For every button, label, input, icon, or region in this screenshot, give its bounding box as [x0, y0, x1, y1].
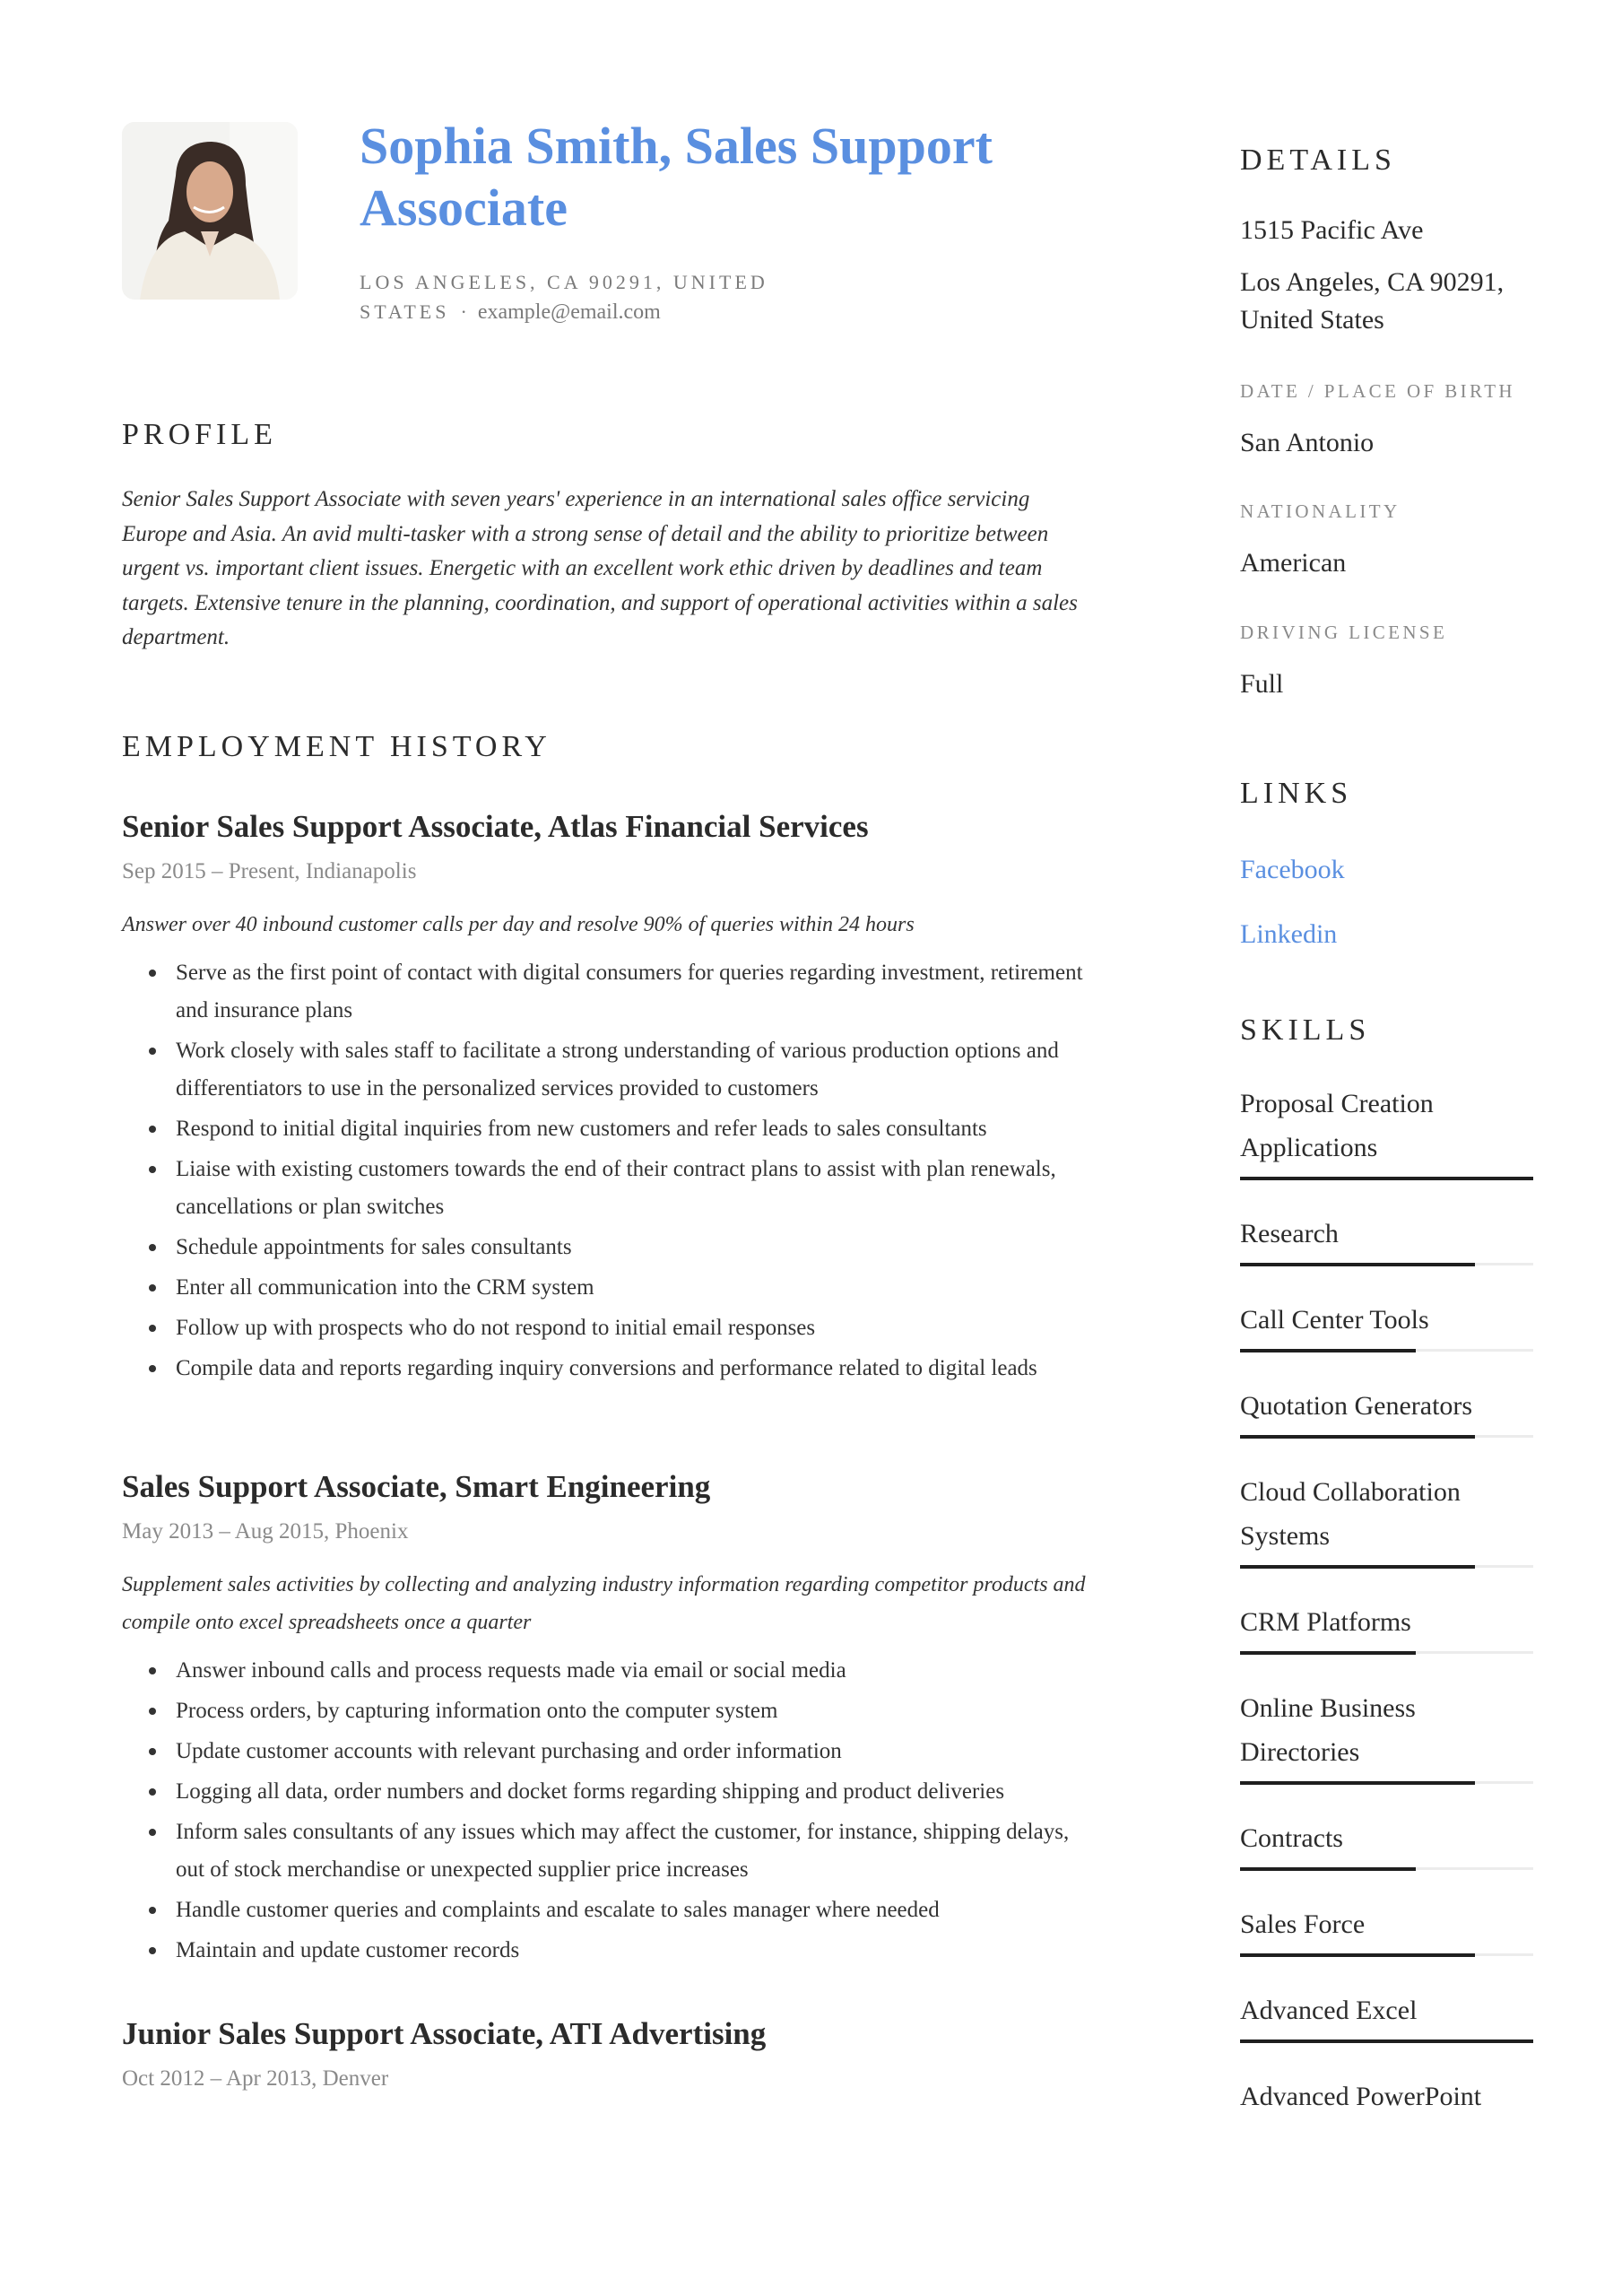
bullet-icon	[149, 1788, 156, 1796]
job-bullet	[122, 1692, 1099, 1730]
bullet-icon	[149, 1048, 156, 1055]
bullet-icon	[149, 1748, 156, 1755]
skill-name: Contracts	[1240, 1823, 1343, 1853]
job-entry	[122, 1467, 1099, 1972]
nationality-label: NATIONALITY	[1240, 500, 1401, 522]
skill-item	[1240, 1988, 1533, 2042]
birth-value: San Antonio	[1240, 428, 1375, 457]
details-heading: DETAILS	[1240, 144, 1396, 177]
contact-line	[360, 267, 826, 327]
skill-item	[1240, 1902, 1533, 1956]
bullet-text: Handle customer queries and complaints and escalate to sales manager where needed	[176, 1898, 940, 1922]
employment-heading: EMPLOYMENT HISTORY	[122, 730, 551, 763]
job-bullet	[122, 1032, 1099, 1108]
skill-level-track	[1240, 2039, 1533, 2042]
job-bullet	[122, 954, 1099, 1030]
profile-photo	[122, 122, 298, 300]
skill-item	[1240, 1600, 1533, 1654]
skill-item	[1240, 1470, 1533, 1568]
person-photo-icon	[122, 122, 298, 300]
skill-level-track	[1240, 1867, 1533, 1870]
skill-level-track	[1240, 1651, 1533, 1654]
skill-name: Advanced Excel	[1240, 1996, 1418, 2025]
header-address: LOS ANGELES, CA 90291, UNITED STATES	[360, 271, 768, 323]
skill-name: Quotation Generators	[1240, 1391, 1473, 1421]
skill-level-fill	[1240, 1565, 1475, 1569]
bullet-icon	[149, 1126, 156, 1133]
bullet-text: Update customer accounts with relevant purchasing and order information	[176, 1739, 842, 1763]
skill-level-fill	[1240, 2039, 1533, 2043]
skill-item	[1240, 1384, 1533, 1438]
skill-name: Advanced PowerPoint	[1240, 2082, 1482, 2111]
bullet-text: Liaise with existing customers towards the end of their contract plans to assist with plan renewals, cancellations or plan switches	[176, 1157, 1056, 1219]
job-meta: Oct 2012 – Apr 2013, Denver	[122, 2066, 389, 2091]
job-bullet	[122, 1773, 1099, 1811]
bullet-icon	[149, 1947, 156, 1954]
skill-name: Call Center Tools	[1240, 1305, 1429, 1335]
skill-level-fill	[1240, 1435, 1475, 1439]
skill-name: Online Business Directories	[1240, 1693, 1416, 1767]
skill-item	[1240, 1298, 1533, 1352]
skill-level-track	[1240, 1349, 1533, 1352]
links-heading: LINKS	[1240, 777, 1353, 810]
job-bullet	[122, 1229, 1099, 1266]
bullet-icon	[149, 1829, 156, 1836]
job-bullets	[122, 1652, 1099, 1970]
skills-list	[1240, 1082, 1536, 2118]
details-address-line1: 1515 Pacific Ave	[1240, 215, 1424, 245]
skill-level-fill	[1240, 1177, 1533, 1180]
birth-label: DATE / PLACE OF BIRTH	[1240, 380, 1515, 402]
skill-name: Sales Force	[1240, 1909, 1366, 1939]
skill-level-fill	[1240, 1867, 1416, 1871]
details-address-line2: Los Angeles, CA 90291, United States	[1240, 267, 1505, 335]
bullet-text: Respond to initial digital inquiries from new customers and refer leads to sales consultants	[176, 1117, 987, 1141]
job-bullet	[122, 1813, 1099, 1889]
job-bullet	[122, 1309, 1099, 1347]
skill-item	[1240, 1686, 1533, 1784]
job-summary: Answer over 40 inbound customer calls per day and resolve 90% of queries within 24 hours	[122, 913, 915, 936]
bullet-icon	[149, 1325, 156, 1332]
bullet-text: Maintain and update customer records	[176, 1938, 520, 1962]
bullet-icon	[149, 1708, 156, 1715]
job-bullet	[122, 1269, 1099, 1307]
job-title: Sales Support Associate, Smart Engineering	[122, 1469, 711, 1504]
skill-item	[1240, 2074, 1533, 2118]
job-meta: Sep 2015 – Present, Indianapolis	[122, 859, 417, 883]
link-facebook[interactable]: Facebook	[1240, 855, 1345, 884]
skill-level-track	[1240, 1177, 1533, 1179]
bullet-icon	[149, 1365, 156, 1372]
header-email[interactable]: example@email.com	[477, 300, 661, 324]
skills-heading: SKILLS	[1240, 1013, 1371, 1047]
bullet-icon	[149, 1907, 156, 1914]
skill-level-track	[1240, 1953, 1533, 1956]
skill-level-fill	[1240, 1781, 1475, 1785]
profile-text: Senior Sales Support Associate with seven years' experience in an international sales office servicing Europe and Asia. An avid multi-tasker with a strong sense of detail and the ability to prioritize between urgent vs. important client issues. Energetic with an excellent work ethic driven by deadlines and team targets. Extensive tenure in the planning, coordination, and support of operational activities within a sales department.	[122, 487, 1078, 649]
bullet-text: Logging all data, order numbers and docket forms regarding shipping and product deliveries	[176, 1779, 1005, 1804]
bullet-icon	[149, 1284, 156, 1292]
job-entry	[122, 807, 1099, 1390]
skill-level-fill	[1240, 1953, 1475, 1957]
skill-level-fill	[1240, 1651, 1416, 1655]
skill-name: Cloud Collaboration Systems	[1240, 1477, 1461, 1551]
bullet-text: Follow up with prospects who do not respond to initial email responses	[176, 1316, 816, 1340]
skill-level-track	[1240, 1263, 1533, 1265]
job-bullet	[122, 1652, 1099, 1690]
bullet-text: Process orders, by capturing information onto the computer system	[176, 1699, 778, 1723]
bullet-icon	[149, 970, 156, 977]
job-meta: May 2013 – Aug 2015, Phoenix	[122, 1519, 409, 1544]
job-entry	[122, 2014, 1099, 2093]
skill-level-fill	[1240, 1263, 1475, 1266]
bullet-text: Serve as the first point of contact with digital consumers for queries regarding investment, retirement and insurance plans	[176, 961, 1083, 1022]
skill-level-fill	[1240, 1349, 1416, 1352]
bullet-text: Schedule appointments for sales consultants	[176, 1235, 572, 1259]
separator-dot: ·	[460, 300, 467, 323]
skill-level-track	[1240, 1565, 1533, 1568]
job-bullets	[122, 954, 1099, 1387]
bullet-text: Work closely with sales staff to facilitate a strong understanding of various production options and differentiators to use in the personalized services provided to customers	[176, 1039, 1059, 1100]
skill-item	[1240, 1212, 1533, 1265]
nationality-value: American	[1240, 548, 1347, 578]
bullet-text: Answer inbound calls and process requests made via email or social media	[176, 1658, 846, 1683]
bullet-icon	[149, 1244, 156, 1251]
job-bullet	[122, 1892, 1099, 1929]
skill-name: CRM Platforms	[1240, 1607, 1411, 1637]
bullet-text: Enter all communication into the CRM system	[176, 1275, 594, 1300]
license-value: Full	[1240, 669, 1284, 699]
job-bullet	[122, 1932, 1099, 1970]
bullet-text: Inform sales consultants of any issues which may affect the customer, for instance, shipping delays, out of stock merchandise or unexpected supplier price increases	[176, 1820, 1070, 1882]
job-bullet	[122, 1151, 1099, 1226]
job-title: Junior Sales Support Associate, ATI Advertising	[122, 2016, 767, 2051]
job-title: Senior Sales Support Associate, Atlas Financial Services	[122, 809, 869, 844]
skill-level-track	[1240, 1781, 1533, 1784]
skill-name: Research	[1240, 1219, 1339, 1248]
profile-heading: PROFILE	[122, 418, 277, 451]
job-bullet	[122, 1350, 1099, 1387]
skill-item	[1240, 1816, 1533, 1870]
bullet-icon	[149, 1166, 156, 1173]
skill-name: Proposal Creation Applications	[1240, 1089, 1434, 1162]
bullet-icon	[149, 1667, 156, 1674]
bullet-text: Compile data and reports regarding inquiry conversions and performance related to digital leads	[176, 1356, 1037, 1380]
job-summary: Supplement sales activities by collecting and analyzing industry information regarding competitor products and compile onto excel spreadsheets once a quarter	[122, 1573, 1086, 1634]
job-bullet	[122, 1110, 1099, 1148]
skill-level-track	[1240, 1435, 1533, 1438]
skill-item	[1240, 1082, 1533, 1179]
license-label: DRIVING LICENSE	[1240, 622, 1448, 643]
candidate-name-title: Sophia Smith, Sales Support Associate	[360, 117, 993, 237]
link-linkedin[interactable]: Linkedin	[1240, 919, 1338, 949]
job-bullet	[122, 1733, 1099, 1770]
